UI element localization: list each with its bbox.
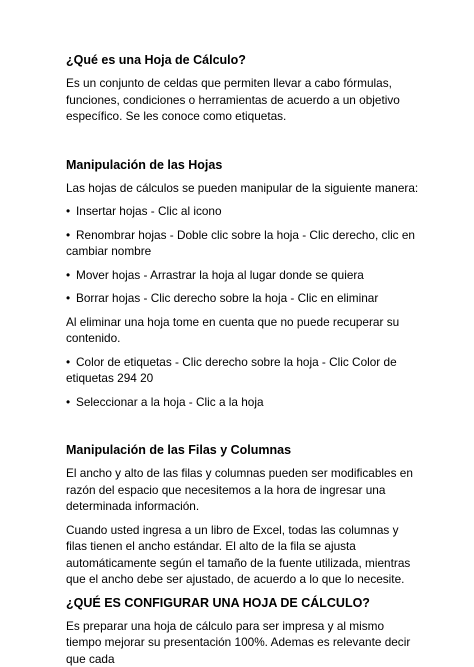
spacer — [66, 417, 420, 442]
paragraph: Es preparar una hoja de cálculo para ser impresa y al mismo tiempo mejorar su presentación 100%. Ademas es relevante decir que cada — [66, 618, 420, 667]
list-item-text: Insertar hojas - Clic al icono — [76, 204, 222, 218]
spacer — [66, 132, 420, 157]
list-item — [66, 290, 420, 307]
bullet-icon: • — [66, 227, 76, 244]
paragraph: Las hojas de cálculos se pueden manipular de la siguiente manera: — [66, 180, 420, 197]
list-item — [66, 267, 420, 284]
list-item — [66, 354, 420, 387]
list-item — [66, 203, 420, 220]
section-que-es-hoja — [66, 52, 420, 125]
list-item-text: Renombrar hojas - Doble clic sobre la hoja - Clic derecho, clic en cambiar nombre — [66, 228, 415, 259]
list-item-text: Color de etiquetas - Clic derecho sobre la hoja - Clic Color de etiquetas 294 20 — [66, 355, 397, 386]
section-configurar-hoja — [66, 595, 420, 667]
bullet-icon: • — [66, 203, 76, 220]
paragraph: Es un conjunto de celdas que permiten llevar a cabo fórmulas, funciones, condiciones o herramientas de acuerdo a un objetivo específico. Se les conoce como etiquetas. — [66, 75, 420, 125]
bullet-icon: • — [66, 354, 76, 371]
bullet-icon: • — [66, 394, 76, 411]
section-filas-columnas — [66, 442, 420, 588]
bullet-icon: • — [66, 267, 76, 284]
section-manipulacion-hojas — [66, 157, 420, 411]
paragraph: Cuando usted ingresa a un libro de Excel, todas las columnas y filas tienen el ancho estándar. El alto de la fila se ajusta automáticamente según el tamaño de la fuente utilizada, mientras que el ancho debe ser ajustado, de acuerdo a lo que lo necesite. — [66, 522, 420, 588]
paragraph: El ancho y alto de las filas y columnas pueden ser modificables en razón del espacio que necesitemos a la hora de ingresar una determinada información. — [66, 465, 420, 515]
bullet-icon: • — [66, 290, 76, 307]
section-heading: ¿Qué es una Hoja de Cálculo? — [66, 52, 420, 69]
section-heading: ¿QUÉ ES CONFIGURAR UNA HOJA DE CÁLCULO? — [66, 595, 420, 612]
section-heading: Manipulación de las Filas y Columnas — [66, 442, 420, 459]
list-item-text: Seleccionar a la hoja - Clic a la hoja — [76, 395, 264, 409]
list-item — [66, 227, 420, 260]
section-heading: Manipulación de las Hojas — [66, 157, 420, 174]
paragraph-note: Al eliminar una hoja tome en cuenta que no puede recuperar su contenido. — [66, 314, 420, 347]
list-item-text: Mover hojas - Arrastrar la hoja al lugar donde se quiera — [76, 268, 364, 282]
list-item — [66, 394, 420, 411]
list-item-text: Borrar hojas - Clic derecho sobre la hoja - Clic en eliminar — [76, 291, 378, 305]
